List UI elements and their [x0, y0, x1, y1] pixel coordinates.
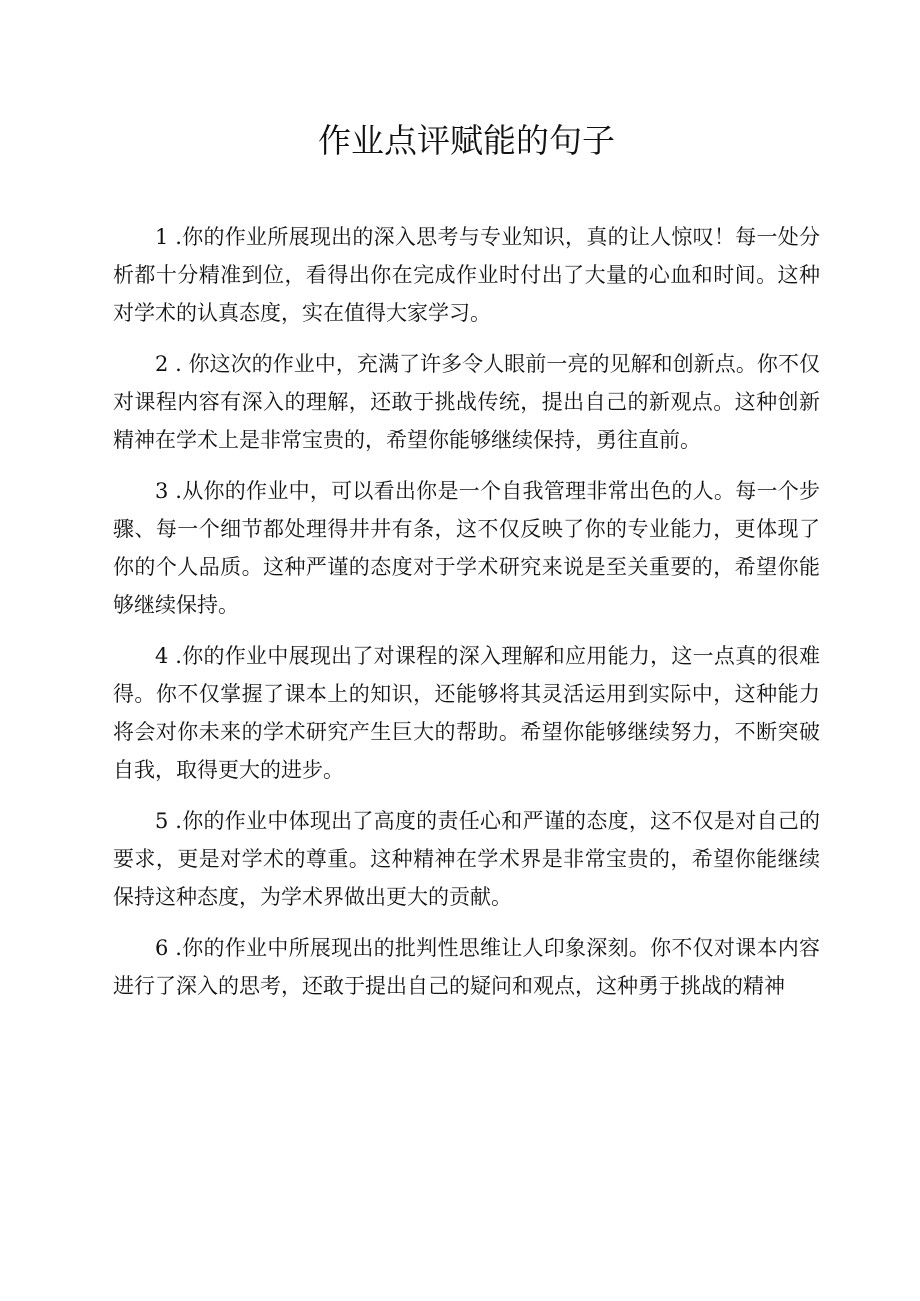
- paragraph-4: 4 .你的作业中展现出了对课程的深入理解和应用能力，这一点真的很难得。你不仅掌握了课本上的知识，还能够将其灵活运用到实际中，这种能力将会对你未来的学术研究产生巨大的帮助。希望你能够继续努力，不断突破自我，取得更大的进步。: [113, 644, 820, 782]
- paragraph-1: 1 .你的作业所展现出的深入思考与专业知识，真的让人惊叹！每一处分析都十分精准到位，看得出你在完成作业时付出了大量的心血和时间。这种对学术的认真态度，实在值得大家学习。: [113, 225, 820, 325]
- paragraph-6: 6 .你的作业中所展现出的批判性思维让人印象深刻。你不仅对课本内容进行了深入的思考，还敢于提出自己的疑问和观点，这种勇于挑战的精神: [113, 936, 820, 998]
- document-body: [113, 218, 820, 1005]
- paragraph-3: 3 .从你的作业中，可以看出你是一个自我管理非常出色的人。每一个步骤、每一个细节都处理得井井有条，这不仅反映了你的专业能力，更体现了你的个人品质。这种严谨的态度对于学术研究来说是至关重要的，希望你能够继续保持。: [113, 479, 820, 617]
- document-title: 作业点评赋能的句子: [318, 121, 615, 160]
- paragraph-5: 5 .你的作业中体现出了高度的责任心和严谨的态度，这不仅是对自己的要求，更是对学术的尊重。这种精神在学术界是非常宝贵的，希望你能继续保持这种态度，为学术界做出更大的贡献。: [113, 809, 820, 909]
- paragraph-2: 2 . 你这次的作业中，充满了许多令人眼前一亮的见解和创新点。你不仅对课程内容有深入的理解，还敢于挑战传统，提出自己的新观点。这种创新精神在学术上是非常宝贵的，希望你能够继续保持，勇往直前。: [113, 352, 820, 452]
